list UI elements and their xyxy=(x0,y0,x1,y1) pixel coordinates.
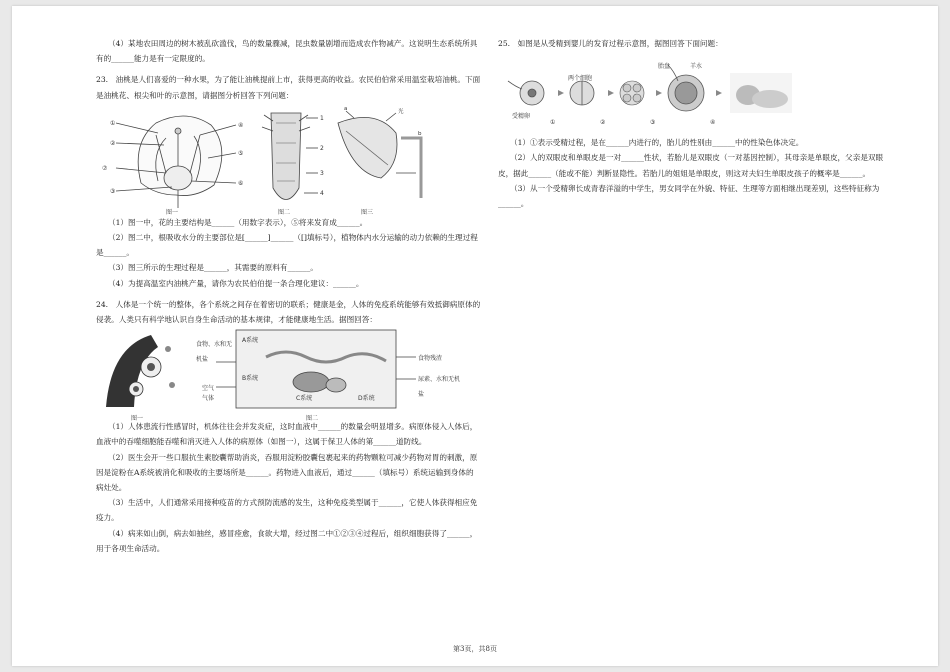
left-column xyxy=(96,36,481,556)
label-step-2: ② xyxy=(600,119,606,127)
q23-sub-1: （1）图一中，花的主要结构是______（用数字表示），⑤将来发育成______。 xyxy=(108,217,368,227)
morula-drawing xyxy=(620,81,644,105)
fig-label-2: 图二 xyxy=(278,208,291,216)
sys-text-4: 空气 xyxy=(202,385,215,393)
q25-sub-1: （1）①表示受精过程，是在______内进行的，胎儿的性别由______中的性染色体决定。 xyxy=(510,138,804,148)
q22-4: （4）某地农田周边的树木被乱砍滥伐，鸟的数量骤减，昆虫数量剧增而造成农作物减产。这说明生态系统所具有的______能力是有一定限度的。 xyxy=(96,39,478,64)
page-footer: 第3页，共8页 xyxy=(453,645,497,653)
baby-drawing xyxy=(730,73,792,113)
svg-text:④: ④ xyxy=(238,121,244,129)
svg-text:⑥: ⑥ xyxy=(238,179,244,187)
zygote-drawing xyxy=(508,81,544,105)
sys-text-5: B系统 xyxy=(242,375,259,383)
q24-sub-3: （3）生活中，人们通常采用接种疫苗的方式预防流感的发生，这种免疫类型属于______，它使人体获得相应免疫力。 xyxy=(96,498,478,523)
q24-sub-1: （1）人体患流行性感冒时，机体往往会并发炎症，这时血液中______的数量会明显增多。病原体侵入人体后，血液中的吞噬细胞能吞噬和消灭进入人体的病原体（如图一），这属于保卫人体的第______道防线。 xyxy=(96,422,478,447)
flower-drawing xyxy=(116,116,236,208)
svg-text:2: 2 xyxy=(320,144,324,152)
svg-text:b: b xyxy=(418,130,422,137)
fig-label-5: 图二 xyxy=(306,415,319,423)
svg-text:③: ③ xyxy=(110,187,116,195)
root-tip-drawing xyxy=(262,113,318,200)
q23-sub-4: （4）为提高温室内油桃产量，请你为农民伯伯提一条合理化建议：______。 xyxy=(108,278,364,288)
q24-stem: 24. 人体是一个统一的整体，各个系统之间存在着密切的联系；健康是金，人体的免疫系统能够有效抵御病原体的侵袭。人类只有科学地认识自身生命活动的基本规律，才能健康地生活。据图回答： xyxy=(96,299,481,325)
svg-text:⑦: ⑦ xyxy=(102,164,108,172)
sys-text-1: 食物、水和无机盐 xyxy=(196,341,233,364)
exam-page xyxy=(12,6,938,666)
svg-text:4: 4 xyxy=(320,189,324,197)
q25-sub-3: （3）从一个受精卵长成青春洋溢的中学生，男女同学在外貌、特征、生理等方面相继出现差别，这些特征称为______。 xyxy=(498,183,880,209)
svg-text:1: 1 xyxy=(320,114,324,122)
q23-stem: 23. 油桃是人们喜爱的一种水果，为了能让油桃提前上市，获得更高的收益。农民伯伯常采用温室栽培油桃。下面是油桃花、根尖和叶的示意图，请据图分析回答下列问题： xyxy=(96,75,481,100)
svg-text:光: 光 xyxy=(398,108,404,115)
label-step-4: ④ xyxy=(710,119,716,127)
sys-text-8: C系统 xyxy=(296,395,313,403)
q24-sub-4: （4）病来如山倒，病去如抽丝，感冒痊愈，食欲大增，经过图二中①②③④过程后，组织细胞获得了______，用于各项生命活动。 xyxy=(96,528,478,553)
q23-sub-2: （2）图二中，根吸收水分的主要部位是[______]______（[]填标号），植物体内水分运输的动力依赖的生理过程是______。 xyxy=(96,233,478,258)
label-zygote: 受精卵 xyxy=(512,113,531,121)
svg-text:⑤: ⑤ xyxy=(238,149,244,157)
svg-text:①: ① xyxy=(110,119,116,127)
sys-text-6: 气体 xyxy=(202,395,215,403)
q25-figure xyxy=(498,51,888,135)
fig-label-4: 图一 xyxy=(131,415,144,423)
right-column xyxy=(498,36,888,211)
leaf-drawing xyxy=(338,111,421,198)
sys-text-7: 尿素、水和无机盐 xyxy=(418,376,461,399)
sys-text-3: 食物残渣 xyxy=(418,355,443,363)
fig-label-3: 图三 xyxy=(361,208,374,216)
label-placenta: 胎盘 xyxy=(658,63,671,71)
label-amniotic: 羊水 xyxy=(690,63,703,71)
phagocyte-drawing xyxy=(106,335,175,407)
q25-sub-2: （2）人的双眼皮和单眼皮是一对______性状，若胎儿是双眼皮（一对基因控制），其母亲是单眼皮，父亲是双眼皮，据此______（能或不能）判断显隐性。若胎儿的姐姐是单眼皮，则这对夫妇生单眼皮孩子的概率是______。 xyxy=(498,153,884,178)
sys-text-2: A系统 xyxy=(242,337,259,345)
q23-sub-3: （3）图三所示的生理过程是______，其需要的原料有______。 xyxy=(108,263,318,273)
svg-text:3: 3 xyxy=(320,169,324,177)
fig-label-1: 图一 xyxy=(166,208,179,216)
q25-stem: 25. 如图是从受精到婴儿的发育过程示意图，据图回答下面问题： xyxy=(498,39,723,48)
q24-figure xyxy=(96,327,481,423)
label-two-cells: 两个细胞 xyxy=(568,75,593,83)
label-step-1: ① xyxy=(550,119,556,127)
q23-figure xyxy=(96,103,481,215)
svg-text:②: ② xyxy=(110,139,116,147)
svg-text:a: a xyxy=(344,105,348,112)
label-step-3: ③ xyxy=(650,119,656,127)
sys-text-9: D系统 xyxy=(358,395,375,403)
q23-diagram xyxy=(96,103,481,215)
q24-sub-2: （2）医生会开一些口服抗生素胶囊帮助消炎，吞服用淀粉胶囊包裹起来的药物颗粒可减少药物对胃的刺激，原因是淀粉在A系统被消化和吸收的主要场所是______。药物进入血液后，通过______（填标号）系统运输到身体的病灶处。 xyxy=(96,452,478,493)
